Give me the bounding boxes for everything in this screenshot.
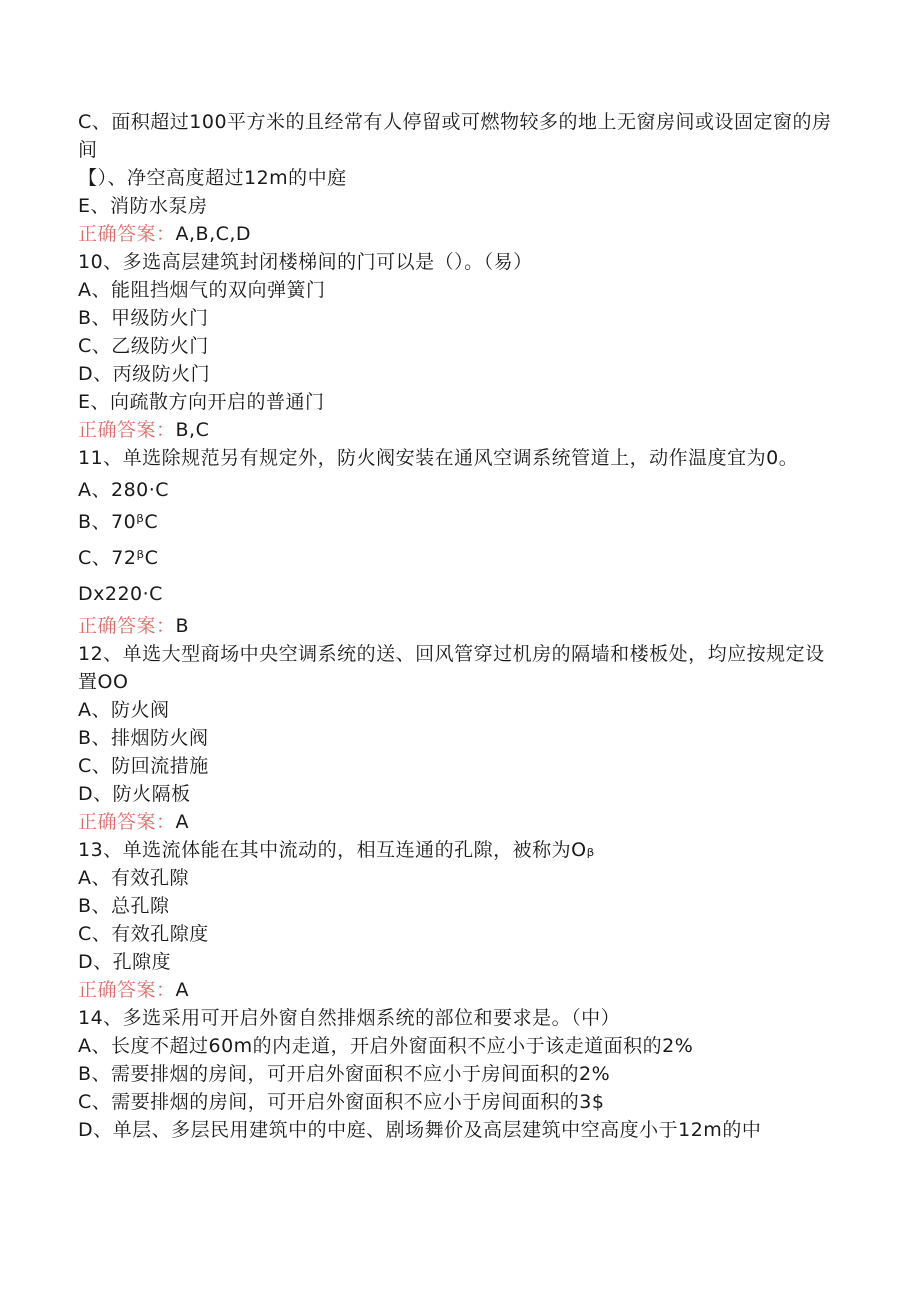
option-d-line: D、单层、多层民用建筑中的中庭、剧场舞价及高层建筑中空高度小于12m的中 (78, 1119, 762, 1141)
option-d-line: D、丙级防火门 (78, 363, 211, 385)
option-a-line: A、防火阀 (78, 699, 170, 721)
answer-label: 正确答案： (78, 979, 176, 1001)
option-b-line: B、甲级防火门 (78, 307, 209, 329)
answer-value: A (175, 811, 190, 833)
correct-answer (78, 976, 838, 1004)
answer-label: 正确答案： (78, 419, 176, 441)
option-b-line: B、70ᵝC (78, 511, 159, 533)
option-a-line: A、有效孔隙 (78, 867, 189, 889)
question-14: 14、多选采用可开启外窗自然排烟系统的部位和要求是。（中） (78, 1007, 621, 1029)
option-d-line: Dx220·C (78, 583, 163, 605)
answer-value: A (175, 979, 190, 1001)
answer-label: 正确答案： (78, 811, 176, 833)
option-c-line: C、乙级防火门 (78, 335, 209, 357)
option-c-line: C、防回流措施 (78, 755, 209, 777)
question-13: 13、单选流体能在其中流动的，相互连通的孔隙，被称为Oᵦ (78, 839, 595, 861)
option-c-line: C、有效孔隙度 (78, 923, 209, 945)
option-a-line: A、280·C (78, 479, 170, 501)
option-d-line: D、防火隔板 (78, 783, 191, 805)
document-page (78, 108, 838, 1144)
option-a-line: A、能阻挡烟气的双向弹簧门 (78, 279, 326, 301)
option-b-line: B、需要排烟的房间，可开启外窗面积不应小于房间面积的2% (78, 1063, 611, 1085)
option-c-line: C、面积超过100平方米的且经常有人停留或可燃物较多的地上无窗房间或设固定窗的房间 (78, 111, 832, 161)
option-c-line: C、72ᵝC (78, 547, 159, 569)
option-b-line: B、排烟防火阀 (78, 727, 209, 749)
answer-value: B (175, 615, 190, 637)
answer-value: A,B,C,D (175, 223, 252, 245)
option-d-line: D、孔隙度 (78, 951, 172, 973)
question-10: 10、多选高层建筑封闭楼梯间的门可以是（）。（易） (78, 251, 533, 273)
correct-answer (78, 808, 838, 836)
option-e-line: E、消防水泵房 (78, 195, 208, 217)
option-c-line: C、需要排烟的房间，可开启外窗面积不应小于房间面积的3$ (78, 1091, 605, 1113)
answer-label: 正确答案： (78, 615, 176, 637)
answer-value: B,C (175, 419, 210, 441)
option-a-line: A、长度不超过60m的内走道，开启外窗面积不应小于该走道面积的2% (78, 1035, 694, 1057)
correct-answer (78, 612, 838, 640)
answer-label: 正确答案： (78, 223, 176, 245)
option-d-line: 【）、净空高度超过12m的中庭 (78, 167, 347, 189)
option-b-line: B、总孔隙 (78, 895, 170, 917)
question-11: 11、单选除规范另有规定外，防火阀安装在通风空调系统管道上，动作温度宜为0。 (78, 447, 799, 469)
correct-answer (78, 416, 838, 444)
correct-answer (78, 220, 838, 248)
option-e-line: E、向疏散方向开启的普通门 (78, 391, 325, 413)
question-12: 12、单选大型商场中央空调系统的送、回风管穿过机房的隔墙和楼板处，均应按规定设置OO (78, 643, 825, 693)
